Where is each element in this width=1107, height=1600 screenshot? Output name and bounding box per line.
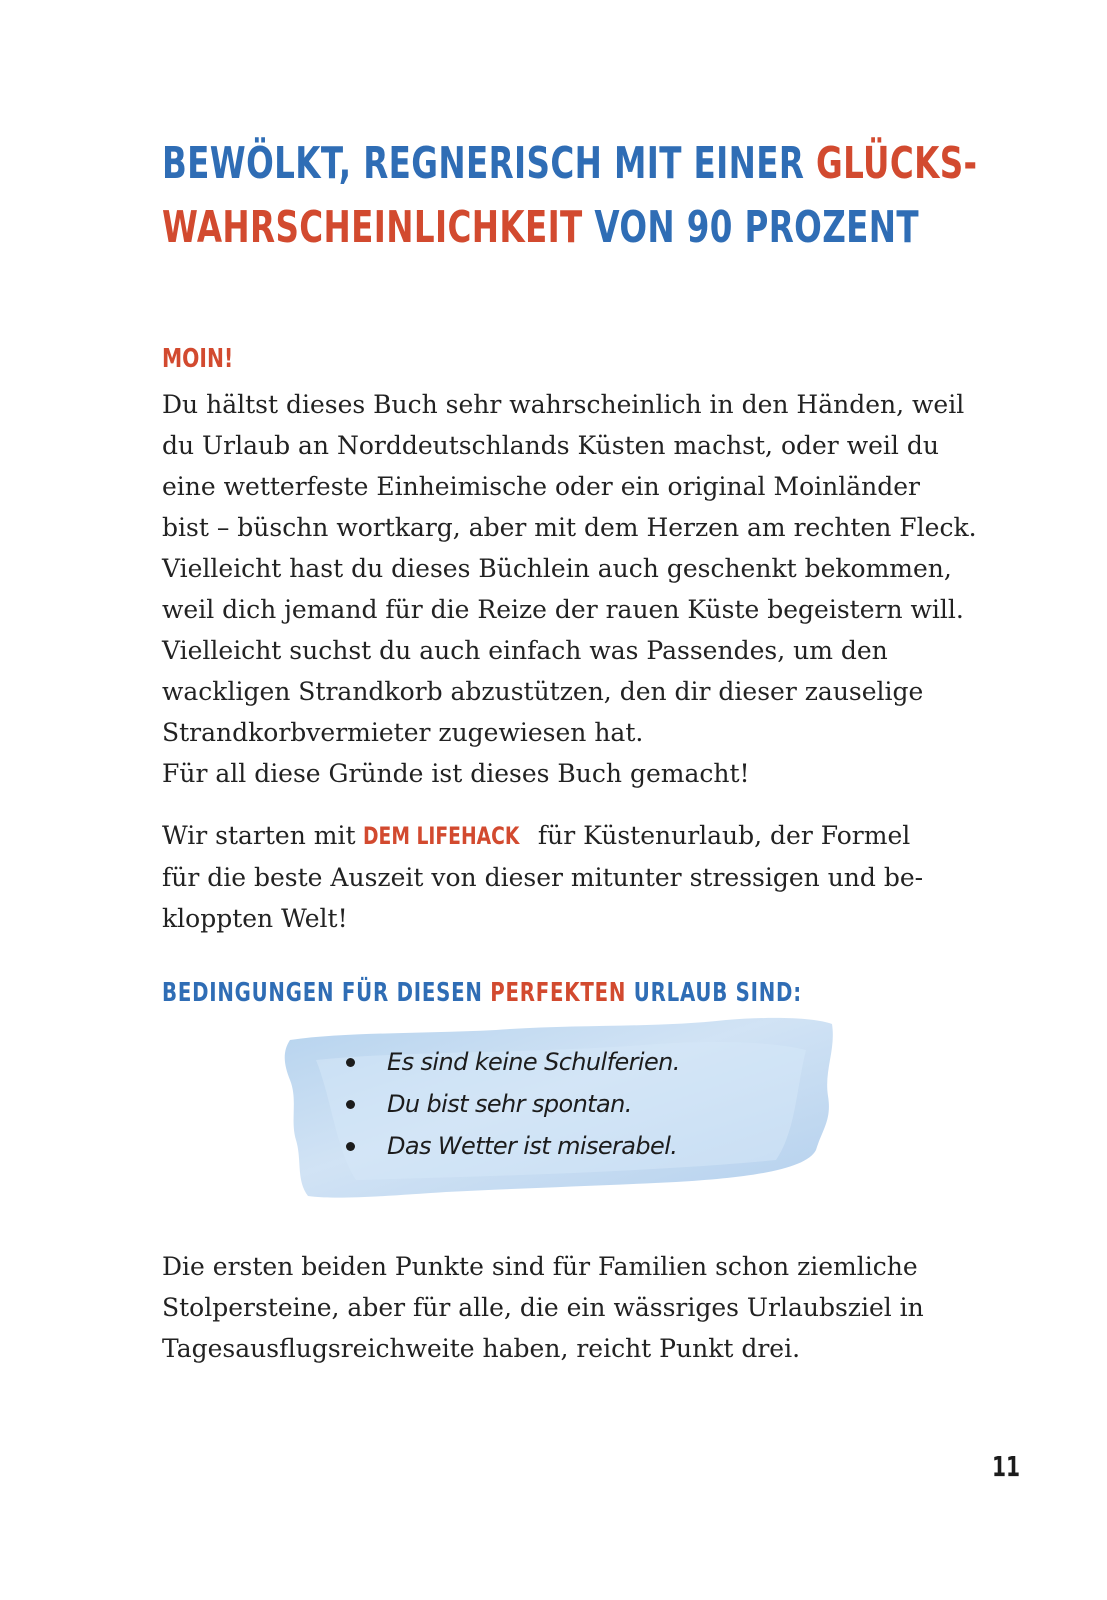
intro-line: bist – büschn wortkarg, aber mit dem Herzen am rechten Fleck. bbox=[162, 513, 977, 542]
closing-line: Tagesausflugsreichweite haben, reicht Punkt drei. bbox=[162, 1334, 801, 1363]
lifehack-line-2: für die beste Auszeit von dieser mitunter stressigen und be- bbox=[162, 863, 924, 892]
list-item bbox=[340, 1083, 680, 1125]
intro-line: Du hältst dieses Buch sehr wahrscheinlich in den Händen, weil bbox=[162, 390, 965, 419]
list-item-text: Das Wetter ist miserabel. bbox=[387, 1132, 678, 1160]
closing-line: Die ersten beiden Punkte sind für Familien schon ziemliche bbox=[162, 1252, 918, 1281]
title-line-2-blue: VON 90 PROZENT bbox=[582, 202, 919, 253]
lifehack-line-1 bbox=[162, 815, 924, 857]
title-line-2-red: WAHRSCHEINLICHKEIT bbox=[162, 202, 583, 253]
conditions-heading bbox=[162, 975, 802, 1011]
intro-line: Strandkorbvermieter zugewiesen hat. bbox=[162, 718, 644, 747]
conditions-heading-part-2: PERFEKTEN bbox=[490, 978, 627, 1008]
conditions-list bbox=[340, 1041, 680, 1167]
intro-line: Vielleicht suchst du auch einfach was Passendes, um den bbox=[162, 636, 888, 665]
intro-paragraph bbox=[162, 384, 977, 794]
list-item-text: Du bist sehr spontan. bbox=[387, 1090, 632, 1118]
lifehack-line-1-pre: Wir starten mit bbox=[162, 821, 364, 850]
bullet-icon bbox=[346, 1142, 355, 1151]
intro-line: eine wetterfeste Einheimische oder ein original Moinländer bbox=[162, 472, 920, 501]
lifehack-line-3: kloppten Welt! bbox=[162, 904, 348, 933]
list-item-text: Es sind keine Schulferien. bbox=[387, 1048, 680, 1076]
page-title bbox=[162, 132, 978, 260]
conditions-heading-part-3: URLAUB SIND: bbox=[626, 978, 802, 1008]
intro-line: weil dich jemand für die Reize der rauen Küste begeistern will. bbox=[162, 595, 964, 624]
intro-line: Für all diese Gründe ist dieses Buch gemacht! bbox=[162, 759, 750, 788]
title-line-2 bbox=[162, 196, 919, 260]
lifehack-line-1-post: für Küstenurlaub, der Formel bbox=[529, 821, 911, 850]
closing-paragraph bbox=[162, 1246, 924, 1369]
lifehack-paragraph bbox=[162, 815, 924, 939]
intro-line: Vielleicht hast du dieses Büchlein auch geschenkt bekommen, bbox=[162, 554, 952, 583]
bullet-icon bbox=[346, 1058, 355, 1067]
intro-line: wackligen Strandkorb abzustützen, den dir dieser zauselige bbox=[162, 677, 924, 706]
closing-line: Stolpersteine, aber für alle, die ein wässriges Urlaubsziel in bbox=[162, 1293, 924, 1322]
list-item bbox=[340, 1041, 680, 1083]
title-line-1-red: GLÜCKS- bbox=[815, 138, 978, 189]
list-item bbox=[340, 1125, 680, 1167]
title-line-1 bbox=[162, 132, 978, 196]
greeting-heading: MOIN! bbox=[162, 344, 234, 374]
bullet-icon bbox=[346, 1100, 355, 1109]
lifehack-highlight: DEM LIFEHACK bbox=[363, 822, 520, 850]
page-number: 11 bbox=[992, 1450, 1021, 1483]
conditions-heading-part-1: BEDINGUNGEN FÜR DIESEN bbox=[162, 978, 491, 1008]
title-line-1-blue: BEWÖLKT, REGNERISCH MIT EINER bbox=[162, 138, 816, 189]
intro-line: du Urlaub an Norddeutschlands Küsten machst, oder weil du bbox=[162, 431, 939, 460]
